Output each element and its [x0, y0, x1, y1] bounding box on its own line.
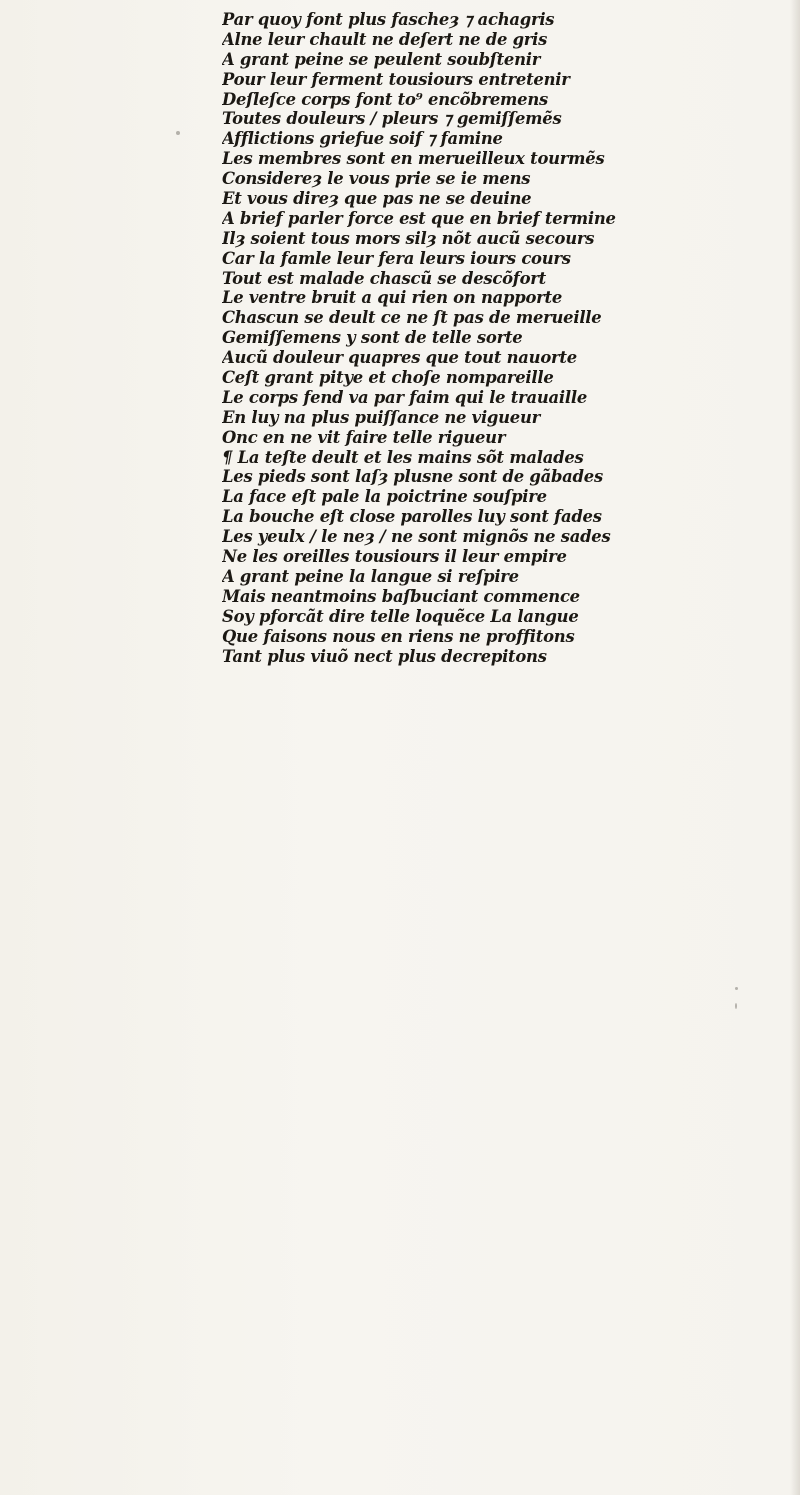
verse-line: Les pieds sont laſȝ plusne sont de gãbades	[222, 467, 603, 487]
verse-line: Chascun se deult ce ne ſt pas de merueille	[222, 308, 602, 328]
verse-line: Ceſt grant pitye et choſe nompareille	[222, 368, 554, 388]
verse-line: Aucũ douleur quapres que tout nauorte	[222, 348, 577, 368]
verse-line: Mais neantmoins baſbuciant commence	[222, 586, 580, 606]
verse-line: Soy pforcãt dire telle loquẽce La langue	[222, 606, 579, 626]
verse-line: Ne les oreilles tousiours il leur empire	[222, 547, 567, 567]
ink-speck	[735, 987, 738, 990]
verse-line: Considereȝ le vous prie se ie mens	[222, 169, 531, 189]
verse-line: Toutes douleurs / pleurs ⁊ gemiſſemẽs	[222, 109, 562, 129]
verse-line: Gemiſſemens y sont de telle sorte	[222, 328, 523, 348]
verse-line: ¶ La teſte deult et les mains sõt malades	[222, 447, 584, 467]
verse-line: Par quoy font plus fascheȝ ⁊ achagris	[222, 10, 555, 29]
verse-line: La bouche eſt close parolles luy sont fades	[222, 507, 602, 527]
verse-line: Afflictions griefue soif ⁊ famine	[222, 129, 503, 149]
verse-line: Tout est malade chascũ se descõfort	[222, 268, 546, 288]
ink-speck	[176, 131, 180, 135]
verse-line: Pour leur ferment tousiours entretenir	[222, 69, 570, 89]
verse-line: A grant peine la langue si reſpire	[222, 566, 519, 586]
verse-line: Deſleſce corps font to⁹ encõbremens	[222, 89, 548, 109]
verse-line: Onc en ne vit faire telle rigueur	[222, 427, 506, 447]
verse-line: Tant plus viuõ nect plus decrepitons	[222, 646, 547, 666]
verse-line: Alne leur chault ne deſert ne de gris	[222, 29, 548, 49]
verse-text-block	[222, 10, 777, 666]
page-edge-shadow	[790, 0, 800, 1495]
verse-line: Les yeulx / le neȝ / ne sont mignõs ne sades	[222, 527, 611, 547]
verse-line: Ilȝ soient tous mors silȝ nõt aucũ secours	[222, 228, 595, 248]
verse-line: Les membres sont en merueilleux tourmẽs	[222, 149, 605, 169]
verse-line: La face eſt pale la poictrine souſpire	[222, 487, 547, 507]
verse-line: Le ventre bruit a qui rien on napporte	[222, 288, 563, 308]
verse-line: En luy na plus puiſſance ne vigueur	[222, 407, 541, 427]
ink-speck	[735, 1003, 737, 1009]
verse-line: Le corps fend va par faim qui le trauaille	[222, 387, 588, 407]
verse-line: Que faisons nous en riens ne proffitons	[222, 626, 575, 646]
verse-line: Et vous direȝ que pas ne se deuine	[222, 189, 532, 209]
verse-line: A brief parler force est que en brief termine	[222, 208, 616, 228]
verse-line: A grant peine se peulent soubſtenir	[222, 49, 541, 69]
verse-line: Car la famle leur fera leurs iours cours	[222, 248, 571, 268]
